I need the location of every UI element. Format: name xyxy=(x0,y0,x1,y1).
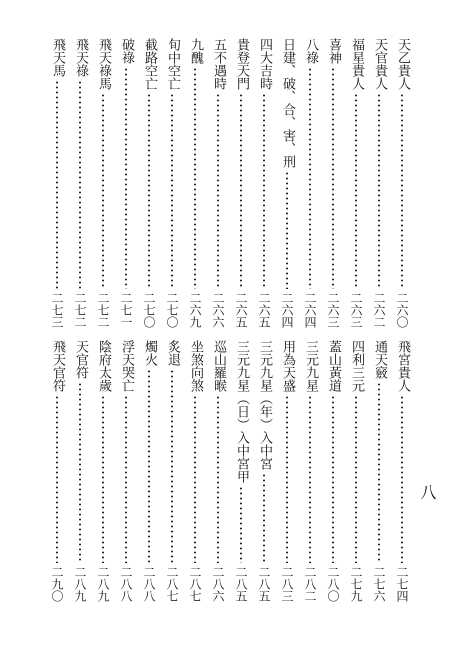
entry-title: 三元九星（年）入中宮 xyxy=(257,340,272,470)
toc-entry[interactable] xyxy=(300,38,320,328)
entry-page: 二七九 xyxy=(349,566,363,602)
toc-entry[interactable] xyxy=(323,340,343,602)
dot-leader xyxy=(378,93,380,289)
entry-title: 旬中空亡 xyxy=(165,38,180,90)
entry-title: 截路空亡 xyxy=(142,38,157,90)
dot-leader xyxy=(171,369,173,563)
dot-leader xyxy=(79,80,81,289)
toc-entry[interactable] xyxy=(392,340,412,602)
entry-page: 二六五 xyxy=(234,292,248,328)
entry-page: 二八七 xyxy=(165,566,179,602)
dot-leader xyxy=(263,93,265,289)
dot-leader xyxy=(332,67,334,289)
toc-entry[interactable] xyxy=(254,38,274,328)
toc-entry[interactable] xyxy=(369,340,389,602)
dot-leader xyxy=(102,395,104,563)
entry-title: 八祿 xyxy=(303,38,318,64)
entry-title: 通天竅 xyxy=(372,340,387,379)
toc-entry[interactable] xyxy=(185,340,205,602)
dot-leader xyxy=(102,93,104,289)
dot-leader xyxy=(125,67,127,289)
entry-page: 二七〇 xyxy=(142,292,156,328)
toc-entry[interactable] xyxy=(116,38,136,328)
toc-entry[interactable] xyxy=(116,340,136,602)
entry-page: 二七一 xyxy=(119,292,133,328)
dot-leader xyxy=(240,93,242,289)
toc-entry[interactable] xyxy=(300,340,320,602)
entry-page: 二六九 xyxy=(188,292,202,328)
entry-title: 飛天馬 xyxy=(50,38,65,77)
toc-entry[interactable] xyxy=(93,38,113,328)
entry-title: 五不遇時 xyxy=(211,38,226,90)
entry-title: 三元九星 xyxy=(303,340,318,392)
entry-page: 二七〇 xyxy=(165,292,179,328)
page-folio-number: 八 xyxy=(418,484,437,500)
entry-page: 二七三 xyxy=(50,292,64,328)
entry-title: 坐煞向煞 xyxy=(188,340,203,392)
entry-title: 破祿 xyxy=(119,38,134,64)
entry-title: 燭火 xyxy=(142,340,157,366)
entry-page: 二七四 xyxy=(395,566,409,602)
entry-page: 二八九 xyxy=(96,566,110,602)
entry-title: 喜神 xyxy=(326,38,341,64)
dot-leader xyxy=(148,369,150,563)
entry-title: 飛天官符 xyxy=(50,340,65,392)
entry-title: 用為天盛 xyxy=(280,340,295,392)
toc-entry[interactable] xyxy=(93,340,113,602)
toc-entry[interactable] xyxy=(231,340,251,602)
dot-leader xyxy=(355,93,357,289)
entry-page: 二六三 xyxy=(349,292,363,328)
dot-leader xyxy=(217,395,219,563)
dot-leader xyxy=(401,93,403,289)
entry-page: 二六二 xyxy=(372,292,386,328)
dot-leader xyxy=(401,395,403,563)
toc-entry[interactable] xyxy=(346,340,366,602)
entry-page: 二八五 xyxy=(234,566,248,602)
toc-entry[interactable] xyxy=(254,340,274,602)
toc-entry[interactable] xyxy=(346,38,366,328)
entry-page: 二六六 xyxy=(211,292,225,328)
dot-leader xyxy=(56,80,58,289)
entry-page: 二六四 xyxy=(280,292,294,328)
entry-title: 四利三元 xyxy=(349,340,364,392)
toc-entry[interactable] xyxy=(208,38,228,328)
entry-page: 二八六 xyxy=(211,566,225,602)
entry-title: 日建、破、合、害、刑 xyxy=(280,38,295,168)
entry-page: 二八〇 xyxy=(326,566,340,602)
toc-entry[interactable] xyxy=(47,38,67,328)
dot-leader xyxy=(286,395,288,563)
entry-title: 飛天祿 xyxy=(73,38,88,77)
entry-page: 二八七 xyxy=(188,566,202,602)
toc-entry[interactable] xyxy=(369,38,389,328)
dot-leader xyxy=(194,395,196,563)
toc-entry[interactable] xyxy=(185,38,205,328)
entry-title: 炙退 xyxy=(165,340,180,366)
toc-entry[interactable] xyxy=(139,340,159,602)
dot-leader xyxy=(286,171,288,289)
entry-page: 二九〇 xyxy=(50,566,64,602)
toc-entry[interactable] xyxy=(277,38,297,328)
entry-page: 二六四 xyxy=(303,292,317,328)
entry-title: 貴登天門 xyxy=(234,38,249,90)
entry-page: 二六三 xyxy=(326,292,340,328)
toc-entry[interactable] xyxy=(162,38,182,328)
entry-title: 陰府太歲 xyxy=(96,340,111,392)
entry-title: 福星貴人 xyxy=(349,38,364,90)
dot-leader xyxy=(378,382,380,563)
dot-leader xyxy=(309,395,311,563)
dot-leader xyxy=(355,395,357,563)
entry-title: 蓋山黃道 xyxy=(326,340,341,392)
toc-entry[interactable] xyxy=(231,38,251,328)
entry-title: 浮天哭亡 xyxy=(119,340,134,392)
entry-title: 飛天祿馬 xyxy=(96,38,111,90)
dot-leader xyxy=(125,395,127,563)
dot-leader xyxy=(148,93,150,289)
dot-leader xyxy=(217,93,219,289)
toc-entry[interactable] xyxy=(162,340,182,602)
toc-entry[interactable] xyxy=(70,38,90,328)
entry-title: 四大吉時 xyxy=(257,38,272,90)
entry-title: 天乙貴人 xyxy=(395,38,410,90)
toc-entry[interactable] xyxy=(277,340,297,602)
entry-page: 二七二 xyxy=(96,292,110,328)
toc-entry[interactable] xyxy=(70,340,90,602)
entry-page: 二六〇 xyxy=(395,292,409,328)
dot-leader xyxy=(79,382,81,563)
toc-entry[interactable] xyxy=(208,340,228,602)
entry-page: 二七六 xyxy=(372,566,386,602)
entry-title: 三元九星（日）入中宮甲 xyxy=(234,340,249,483)
toc-entry[interactable] xyxy=(323,38,343,328)
dot-leader xyxy=(332,395,334,563)
dot-leader xyxy=(240,486,242,563)
toc-entry[interactable] xyxy=(47,340,67,602)
dot-leader xyxy=(56,395,58,563)
entry-title: 巡山羅㬋 xyxy=(211,340,226,392)
dot-leader xyxy=(263,473,265,563)
entry-page: 二七二 xyxy=(73,292,87,328)
toc-entry[interactable] xyxy=(392,38,412,328)
toc-entry[interactable] xyxy=(139,38,159,328)
entry-page: 二八五 xyxy=(257,566,271,602)
dot-leader xyxy=(194,67,196,289)
entry-page: 二八三 xyxy=(280,566,294,602)
entry-page: 二八二 xyxy=(303,566,317,602)
entry-title: 天官貴人 xyxy=(372,38,387,90)
entry-title: 九醜 xyxy=(188,38,203,64)
dot-leader xyxy=(309,67,311,289)
dot-leader xyxy=(171,93,173,289)
entry-page: 二八八 xyxy=(119,566,133,602)
entry-page: 二八九 xyxy=(73,566,87,602)
entry-title: 飛宮貴人 xyxy=(395,340,410,392)
entry-title: 天官符 xyxy=(73,340,88,379)
entry-page: 二六五 xyxy=(257,292,271,328)
entry-page: 二八八 xyxy=(142,566,156,602)
